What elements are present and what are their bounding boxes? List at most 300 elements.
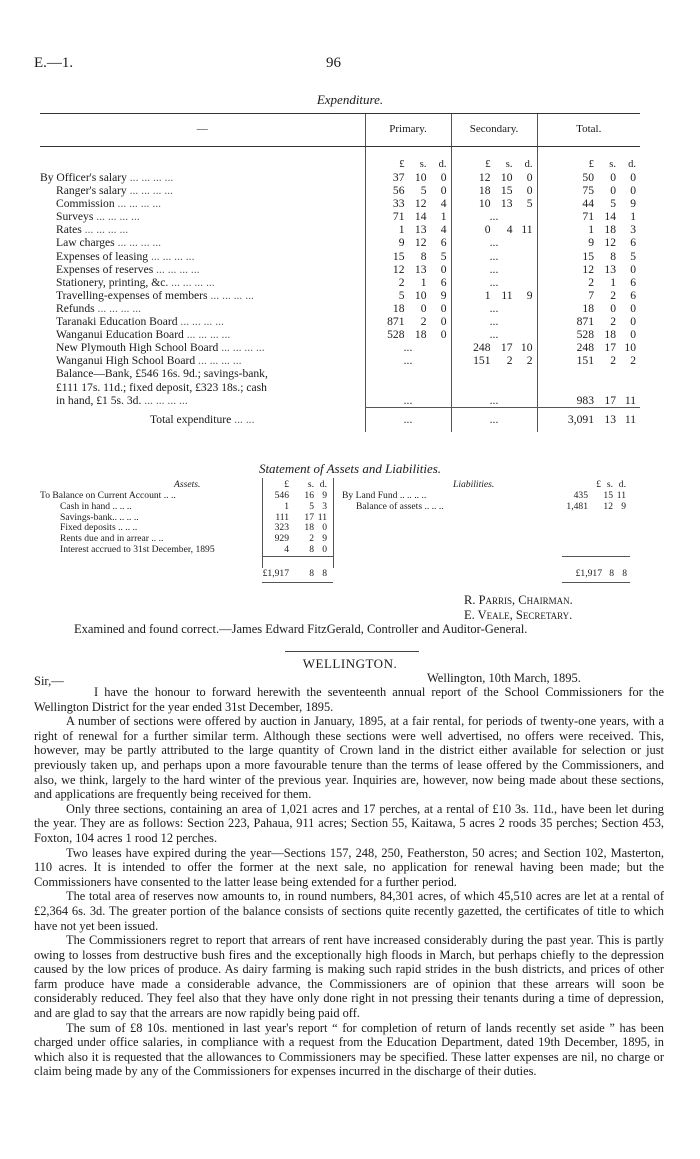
money-value [538, 276, 641, 289]
asset-shillings: 2 [309, 533, 314, 545]
shillings: 5 [420, 184, 427, 198]
pence: 0 [630, 171, 636, 184]
balance-label [40, 381, 365, 394]
units [452, 158, 537, 171]
leader-dots: ... ... ... ... [153, 262, 200, 276]
empty-cell: ... [489, 315, 499, 329]
shillings: 12 [604, 236, 616, 250]
shillings: 0 [610, 184, 616, 198]
row-label [40, 341, 365, 354]
units [538, 158, 641, 171]
section-divider [285, 651, 419, 652]
empty-cell: ... [489, 249, 499, 263]
secondary-value [451, 236, 537, 249]
liab-total-pounds: £1,917 [575, 568, 602, 579]
total-rule [262, 582, 333, 583]
shillings: 12 [414, 197, 427, 211]
leader-dots: ... ... [231, 412, 255, 426]
shillings: 8 [420, 249, 427, 263]
shillings: 2 [610, 288, 616, 302]
asset-pence: 0 [322, 544, 327, 555]
money-value [538, 210, 641, 223]
empty-cell: ... [489, 275, 499, 289]
leader-dots: ... ... ... ... [114, 236, 162, 250]
statement-title: Statement of Assets and Liabilities. [258, 461, 442, 476]
table-row [40, 250, 640, 263]
table-row [40, 184, 640, 197]
total-value [537, 210, 640, 223]
unit-pound: £ [399, 158, 405, 170]
col-header-label: — [40, 114, 365, 147]
money-value [538, 263, 641, 276]
total-row [40, 407, 640, 432]
paragraph: A number of sections were offered by auction in January, 1895, at a fair rental, for periods of twenty-one years, with a right of renewal for a further similar term. Although these sections were well advertised, no offers were received. This, however, may be partly attributed to the large quantity of Crown land in the district either available for selection or just previously taken up, and perhaps upon a more favourable tenure than the terms of lease offered by the Commissioners, and also, we think, largely to the hard winter of the previous year. Inquiries are, however, now being made about these sections, and applications are frequently being received for them. [34, 714, 664, 802]
units-blank [40, 147, 365, 172]
row-label [40, 171, 365, 184]
pounds: 2 [398, 275, 405, 289]
shillings: 0 [610, 171, 616, 184]
table-row [40, 315, 640, 328]
shillings: 10 [414, 171, 427, 184]
pence: 0 [630, 301, 636, 315]
pounds: 75 [582, 184, 594, 198]
money-value [538, 394, 641, 407]
balance-label [40, 394, 365, 408]
money-value [452, 171, 537, 184]
empty-cell: ... [403, 341, 413, 355]
table-row [40, 302, 640, 315]
empty-cell: ... [489, 328, 499, 342]
table-row [40, 236, 640, 249]
page-number: 96 [326, 55, 341, 71]
total-value [537, 197, 640, 210]
pounds: 1 [588, 223, 594, 237]
asset-shillings: 8 [309, 544, 314, 555]
asset-label: To Balance on Current Account .. .. [40, 490, 176, 501]
liab-total-shillings: 8 [609, 568, 614, 579]
leader-dots: ... ... ... ... [126, 171, 174, 184]
money-value [366, 197, 451, 210]
row-label-text: New Plymouth High School Board [56, 341, 219, 355]
leader-dots: ... ... ... ... [141, 394, 188, 408]
secondary-value [451, 381, 537, 394]
leader-dots: ... ... ... ... [148, 249, 195, 263]
asset-shillings: 5 [309, 500, 314, 512]
total-value [537, 367, 640, 380]
total-value [537, 289, 640, 302]
column-rule [333, 478, 334, 568]
shillings: 17 [500, 341, 513, 355]
shillings: 2 [506, 354, 513, 368]
shillings: 18 [604, 223, 616, 237]
secondary-value [451, 367, 537, 380]
pence: 11 [624, 413, 636, 427]
paragraph: The total area of reserves now amounts to, in round numbers, 84,301 acres, of which 45,510 acres are let at a rental of £2,364 6s. 3d. The greater portion of the balance consists of sections quite recently gazetted, the certificates of title to which have not yet been issued. [34, 889, 664, 933]
row-label [40, 328, 365, 341]
shillings: 1 [420, 275, 427, 289]
pounds: 33 [392, 197, 405, 211]
paragraph: The sum of £8 10s. mentioned in last year's report “ for completion of return of lands recently set aside ” has been charged under office salaries, in compliance with a request from the Education Department, dated 19th December, 1895, in which also it is requested that the allowances to Commissioners may be specified. These latter expenses are nil, no charge or claim being made by any of the Commissioners for expenses incurred in the discharge of their duties. [34, 1020, 664, 1079]
primary-total [365, 407, 451, 432]
liability-pence: 9 [621, 500, 626, 512]
unit-pound: £ [485, 158, 491, 170]
liab-total-pence: 8 [622, 568, 627, 579]
pounds: 0 [484, 223, 491, 237]
pounds: 871 [576, 315, 594, 329]
table-row [40, 197, 640, 210]
total-value [537, 236, 640, 249]
leader-dots: ... ... ... ... [183, 328, 231, 342]
pence: 10 [624, 341, 636, 355]
examined-statement: Examined and found correct.—James Edward FitzGerald, Controller and Auditor-General. [74, 622, 528, 636]
table-row [40, 276, 640, 289]
asset-pence: 9 [322, 533, 327, 545]
row-label-text: Wanganui Education Board [56, 328, 184, 342]
pence: 5 [440, 249, 447, 263]
row-label [40, 302, 365, 315]
report-body [34, 685, 664, 1079]
money-value [366, 302, 451, 315]
grand-total [537, 407, 640, 432]
pence: 0 [440, 328, 447, 342]
expenditure-title: Expenditure. [316, 92, 384, 107]
money-value [538, 171, 641, 184]
primary-value [365, 381, 451, 394]
shillings: 12 [414, 236, 427, 250]
table-row [40, 328, 640, 341]
pence: 0 [440, 315, 447, 329]
pounds: 44 [582, 197, 594, 211]
asset-pounds: 1 [284, 500, 289, 512]
asset-label: Fixed deposits .. .. .. [60, 522, 138, 534]
leader-dots: ... ... ... ... [207, 288, 254, 302]
unit-shilling: s. [419, 158, 427, 170]
balance-label [40, 367, 365, 380]
assets-total-pence: 8 [322, 568, 327, 579]
liabilities-heading: Liabilities. [453, 479, 495, 490]
wellington-heading: WELLINGTON. [302, 656, 398, 671]
pounds: 18 [478, 184, 491, 198]
asset-pounds: 111 [275, 511, 289, 523]
liability-label: Balance of assets .. .. .. [356, 500, 444, 512]
money-value [366, 210, 451, 223]
empty-cell: ... [489, 210, 499, 224]
primary-value [365, 236, 451, 249]
asset-pence: 0 [322, 522, 327, 534]
total-value [537, 394, 640, 408]
row-label-text: Taranaki Education Board [56, 315, 178, 329]
pence: 6 [440, 275, 447, 289]
table-row [40, 381, 640, 394]
money-value [366, 250, 451, 263]
secondary-value [451, 184, 537, 197]
money-value [366, 171, 451, 184]
row-label [40, 250, 365, 263]
assets-unit-pence: d. [319, 479, 327, 490]
money-value [452, 184, 537, 197]
money-value [366, 289, 451, 302]
primary-value [365, 289, 451, 302]
pence: 0 [630, 315, 636, 329]
pounds: 50 [582, 171, 594, 184]
empty-cell: ... [489, 393, 499, 407]
unit-pence: d. [628, 158, 636, 170]
shillings: 11 [501, 288, 513, 302]
unit-pound: £ [588, 158, 594, 170]
paragraph: The Commissioners regret to report that arrears of rent have increased considerably during the past year. This is partly owing to losses from destructive bush fires and the exceptionally high floods in March, but perhaps chiefly to the depression caused by the low prices of produce. As dairy farming is making such rapid strides in the bush districts, and prices of other farm produce have made a considerable advance, the Commissioners are of opinion that these arrears will soon be considerably reduced. They feel also that they have only done right in not pressing their tenants during a time of depression, and are glad to say that the arrears are now rapidly being paid off. [34, 933, 664, 1021]
secondary-value [451, 302, 537, 315]
empty-cell: ... [489, 236, 499, 250]
total-label [40, 407, 365, 432]
asset-label: Cash in hand .. .. .. [60, 500, 132, 512]
total-value [537, 354, 640, 367]
pence: 5 [630, 249, 636, 263]
pounds: 9 [398, 236, 405, 250]
pounds: 12 [478, 171, 491, 184]
pounds: 151 [576, 354, 594, 368]
shillings: 4 [506, 223, 513, 237]
leader-dots: ... ... ... ... [93, 210, 140, 224]
asset-pounds: 546 [274, 490, 289, 501]
money-value [366, 236, 451, 249]
asset-label: Savings-bank.. .. .. .. [60, 511, 139, 523]
pounds: 15 [582, 249, 594, 263]
shillings: 10 [500, 171, 513, 184]
money-value [538, 354, 641, 367]
pence: 0 [440, 301, 447, 315]
pence: 0 [630, 328, 636, 342]
money-value [366, 223, 451, 236]
secondary-value [451, 250, 537, 263]
shillings: 13 [604, 262, 616, 276]
total-value [537, 223, 640, 236]
money-value [452, 341, 537, 354]
primary-value [365, 394, 451, 408]
table-row [40, 394, 640, 408]
pounds: 56 [392, 184, 405, 198]
money-value [538, 184, 641, 197]
shillings: 1 [610, 275, 616, 289]
asset-shillings: 16 [304, 490, 314, 501]
money-value [366, 276, 451, 289]
pence: 10 [520, 341, 533, 355]
row-label [40, 354, 365, 367]
shillings: 13 [500, 197, 513, 211]
signature-chairman: R. Parris, Chairman. [464, 593, 573, 607]
shillings: 0 [420, 301, 427, 315]
shillings: 2 [420, 315, 427, 329]
money-value [538, 328, 641, 341]
pence: 4 [440, 223, 447, 237]
col-header-secondary: Secondary. [451, 114, 537, 147]
shillings: 13 [414, 262, 427, 276]
shillings: 18 [604, 328, 616, 342]
liability-label: By Land Fund .. .. .. .. [342, 490, 427, 501]
money-value [452, 197, 537, 210]
pounds: 71 [582, 210, 594, 224]
table-row [40, 171, 640, 184]
shillings: 14 [414, 210, 427, 224]
shillings: 8 [610, 249, 616, 263]
row-label-text: Ranger's salary [56, 184, 127, 198]
primary-value [365, 184, 451, 197]
liability-shillings: 15 [603, 490, 613, 501]
row-label-text: Rates [56, 223, 82, 237]
salutation: Sir,— [34, 674, 64, 688]
table-header-row [40, 114, 640, 147]
leader-dots: ... ... ... ... [94, 301, 142, 315]
liability-pounds: 435 [573, 490, 588, 501]
pounds: 528 [576, 328, 594, 342]
pence: 1 [630, 210, 636, 224]
shillings: 5 [610, 197, 616, 211]
assets-unit-shillings: s. [307, 479, 314, 490]
shillings: 15 [500, 184, 513, 198]
pence: 11 [521, 223, 533, 237]
pounds: 18 [392, 301, 405, 315]
total-value [537, 328, 640, 341]
leader-dots: ... ... ... ... [114, 197, 162, 211]
row-label-text: Wanganui High School Board [56, 354, 196, 368]
total-value [537, 315, 640, 328]
leader-dots: ... ... ... ... [218, 341, 265, 355]
row-label-text: By Officer's salary [40, 171, 127, 184]
row-label [40, 197, 365, 210]
row-label-text: Refunds [56, 301, 95, 315]
asset-label: Interest accrued to 31st December, 1895 [60, 544, 215, 555]
pence: 2 [630, 354, 636, 368]
leader-dots: ... ... ... ... [177, 315, 224, 329]
pence: 6 [630, 236, 636, 250]
row-label [40, 236, 365, 249]
pounds: 5 [398, 288, 405, 302]
units-cell [537, 147, 640, 172]
col-header-primary: Primary. [365, 114, 451, 147]
primary-value [365, 197, 451, 210]
pence: 0 [440, 171, 447, 184]
primary-value [365, 315, 451, 328]
pounds: 983 [576, 393, 594, 407]
pounds: 871 [387, 315, 405, 329]
secondary-value [451, 276, 537, 289]
row-label [40, 315, 365, 328]
secondary-value [451, 210, 537, 223]
table-row [40, 367, 640, 380]
total-label-text: Total expenditure [150, 412, 232, 426]
leader-dots: ... ... ... ... [168, 275, 215, 289]
pounds: 248 [576, 341, 594, 355]
total-value [537, 263, 640, 276]
table-row [40, 289, 640, 302]
asset-pounds: 929 [274, 533, 289, 545]
pence: 5 [526, 197, 533, 211]
pounds: 248 [473, 341, 491, 355]
table-row [40, 341, 640, 354]
row-label [40, 289, 365, 302]
secondary-value [451, 263, 537, 276]
money-value [452, 354, 537, 367]
unit-shilling: s. [505, 158, 513, 170]
assets-unit-pounds: £ [284, 479, 289, 490]
empty-cell: ... [489, 262, 499, 276]
secondary-value [451, 197, 537, 210]
row-label-text: Commission [56, 197, 115, 211]
primary-value [365, 276, 451, 289]
signature-secretary: E. Veale, Secretary. [464, 608, 573, 622]
empty-cell: ... [489, 413, 499, 427]
row-label [40, 263, 365, 276]
primary-value [365, 210, 451, 223]
liab-unit-pence: d. [618, 479, 626, 490]
units [366, 158, 451, 171]
secondary-value [451, 341, 537, 354]
secondary-value [451, 394, 537, 408]
liab-unit-shillings: s. [606, 479, 613, 490]
assets-heading: Assets. [174, 479, 201, 490]
row-label-text: Stationery, printing, &c. [56, 275, 169, 289]
shillings: 13 [604, 413, 616, 427]
pence: 9 [440, 288, 447, 302]
row-label [40, 276, 365, 289]
money-value [538, 223, 641, 236]
pounds: 151 [473, 354, 491, 368]
asset-shillings: 17 [304, 511, 314, 523]
shillings: 2 [610, 315, 616, 329]
pounds: 1 [484, 288, 491, 302]
primary-value [365, 302, 451, 315]
leader-dots: ... ... ... ... [126, 184, 174, 198]
money-value [538, 250, 641, 263]
table-row [40, 354, 640, 367]
money-value [538, 289, 641, 302]
pence: 6 [630, 275, 636, 289]
asset-pounds: 323 [274, 522, 289, 534]
pounds: 7 [588, 288, 594, 302]
primary-value [365, 354, 451, 367]
balance-text: Balance—Bank, £546 16s. 9d.; savings-bank, [56, 367, 268, 381]
liability-pounds: 1,481 [566, 500, 588, 512]
pounds: 37 [392, 171, 405, 184]
pence: 6 [440, 236, 447, 250]
money-value [538, 413, 641, 426]
secondary-value [451, 328, 537, 341]
shillings: 13 [414, 223, 427, 237]
pounds: 12 [582, 262, 594, 276]
pounds: 1 [398, 223, 405, 237]
paragraph: I have the honour to forward herewith the seventeenth annual report of the School Commissioners for the Wellington District for the year ended 31st December, 1895. [34, 685, 664, 714]
row-label-text: Expenses of leasing [56, 249, 149, 263]
shillings: 18 [414, 328, 427, 342]
balance-text: in hand, £1 5s. 3d. [56, 394, 142, 408]
expenditure-table [40, 113, 640, 432]
row-label-text: Expenses of reserves [56, 262, 154, 276]
column-rule [262, 478, 263, 568]
total-value [537, 250, 640, 263]
pence: 9 [526, 288, 533, 302]
pounds: 2 [588, 275, 594, 289]
asset-pounds: 4 [284, 544, 289, 555]
pounds: 3,091 [567, 413, 594, 427]
shillings: 17 [604, 393, 616, 407]
pence: 6 [630, 288, 636, 302]
row-label-text: Surveys [56, 210, 94, 224]
total-rule [562, 582, 630, 583]
primary-value [365, 263, 451, 276]
primary-value [365, 171, 451, 184]
liability-pence: 11 [616, 490, 626, 501]
unit-shilling: s. [609, 158, 616, 170]
primary-value [365, 341, 451, 354]
